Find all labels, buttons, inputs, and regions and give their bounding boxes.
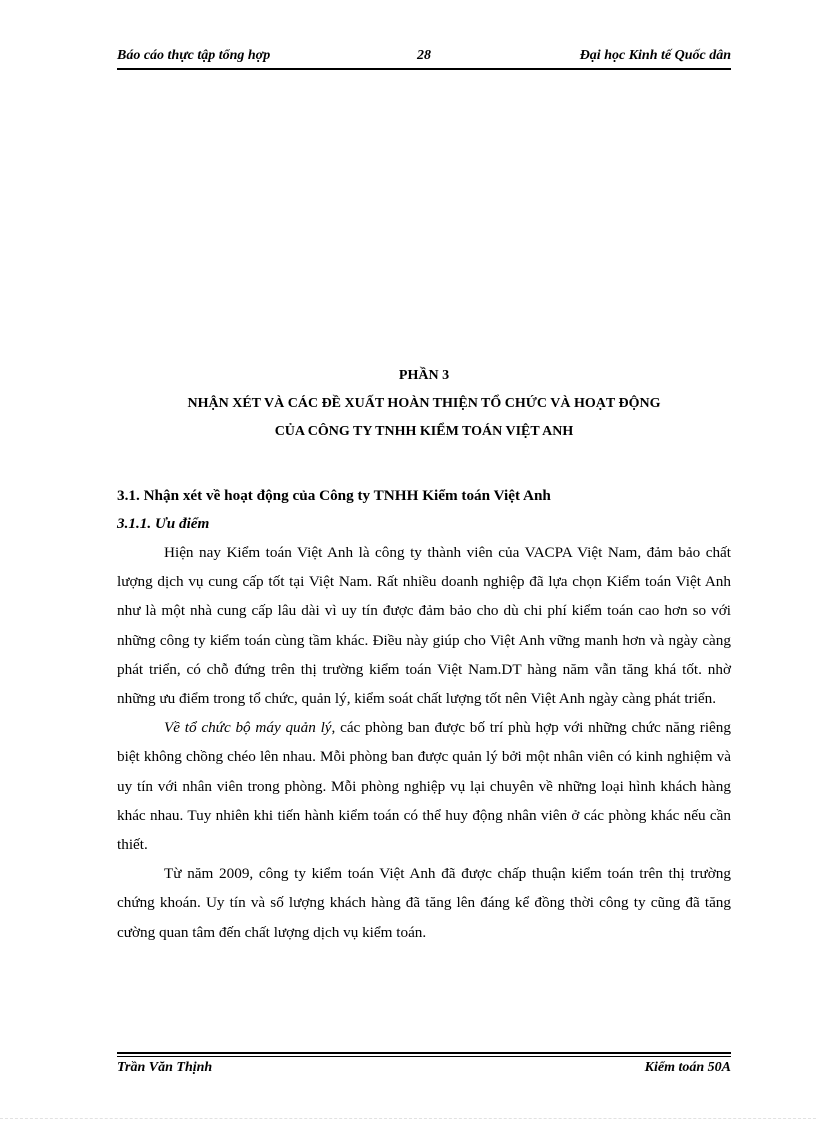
paragraph-3: Từ năm 2009, công ty kiểm toán Việt Anh đã được chấp thuận kiểm toán trên thị trường chứng khoán. Uy tín và số lượng khách hàng đã tăng lên đáng kể đồng thời công ty cũng đã tăng cường quan tâm đến chất lượng dịch vụ kiểm toán.: [117, 865, 731, 941]
footer-class: Kiểm toán 50A: [644, 1060, 731, 1075]
paragraph-2-text: , các phòng ban được bố trí phù hợp với những chức năng riêng biệt không chồng chéo lên nhau. Mỗi phòng ban được quản lý bởi một nhân viên có kinh nghiệm và uy tín với nhân viên trong phòng. Mỗi phòng nghiệp vụ lại chuyên về những loại hình khách hàng khác nhau. Tuy nhiên khi tiến hành kiểm toán có thể huy động nhân viên ở các phòng khác nếu cần thiết.: [117, 719, 731, 854]
paragraph-2-italic-lead: Về tổ chức bộ máy quản lý: [164, 719, 332, 737]
paragraph-1: Hiện nay Kiểm toán Việt Anh là công ty thành viên của VACPA Việt Nam, đảm bảo chất lượng dịch vụ cung cấp tốt tại Việt Nam. Rất nhiều doanh nghiệp đã lựa chọn Kiểm toán Việt Anh như là một nhà cung cấp lâu dài vì uy tín được đảm bảo cho dù chi phí kiểm toán cao hơn so với những công ty kiểm toán cùng tầm khác. Điều này giúp cho Việt Anh vững manh hơn và ngày càng phát triển, có chỗ đứng trên thị trường kiểm toán Việt Nam.DT hàng năm vẫn tăng khá tốt. nhờ những ưu điểm trong tổ chức, quản lý, kiểm soát chất lượng tốt nên Việt Anh ngày càng phát triển.: [117, 544, 731, 708]
part-title-line-1: NHẬN XÉT VÀ CÁC ĐỀ XUẤT HOÀN THIỆN TỔ CHỨC VÀ HOẠT ĐỘNG: [187, 396, 661, 411]
paragraph-2: [117, 713, 731, 859]
header-page-number: 28: [417, 48, 431, 63]
body-content: [117, 482, 731, 947]
footer-rule-thick: [117, 1052, 731, 1054]
footer-author: Trần Văn Thịnh: [117, 1060, 213, 1075]
subsection-heading: 3.1.1. Ưu điểm: [117, 515, 210, 532]
page-footer: [117, 1058, 731, 1080]
header-report-title: Báo cáo thực tập tổng hợp: [117, 48, 271, 63]
section-heading: 3.1. Nhận xét về hoạt động của Công ty TNHH Kiểm toán Việt Anh: [117, 487, 551, 504]
footer-rule-thin: [117, 1056, 731, 1057]
part-label: PHẦN 3: [398, 368, 450, 383]
page-edge-divider: [0, 1118, 816, 1119]
part-title-line-2: CỦA CÔNG TY TNHH KIỂM TOÁN VIỆT ANH: [274, 424, 574, 439]
page-header: [117, 46, 731, 70]
header-university: Đại học Kinh tế Quốc dân: [579, 48, 731, 63]
part-title-block: [117, 362, 731, 446]
